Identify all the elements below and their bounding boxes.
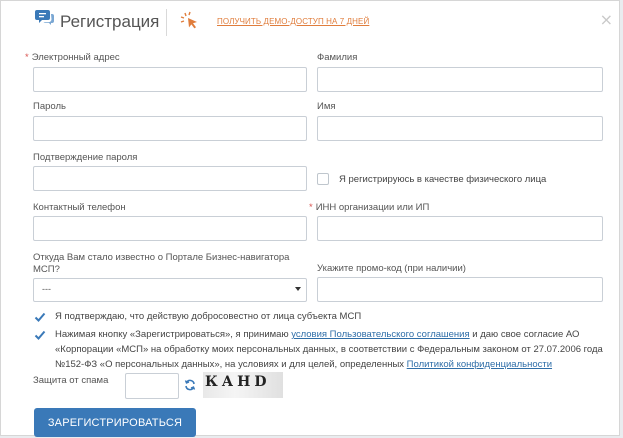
- confirm-checkbox[interactable]: [34, 311, 46, 323]
- name-field[interactable]: [317, 116, 603, 141]
- promo-label: Укажите промо-код (при наличии): [317, 263, 466, 274]
- agreement-text-1: Нажимая кнопку «Зарегистрироваться», я принимаю: [55, 329, 292, 340]
- required-mark: *: [25, 52, 29, 63]
- surname-field[interactable]: [317, 67, 603, 92]
- agreement-line-2: «Корпорации «МСП» на обработку моих персональных данных, в соответствии с Федеральным законом от 27.07.2006 года: [55, 344, 603, 355]
- inn-field[interactable]: [317, 216, 603, 241]
- phone-label: Контактный телефон: [33, 202, 126, 213]
- password-field[interactable]: [33, 116, 307, 141]
- agreement-checkbox[interactable]: [34, 329, 46, 341]
- password-label: Пароль: [33, 101, 66, 112]
- inn-label-text: ИНН организации или ИП: [315, 202, 430, 213]
- captcha-text: КАНD: [205, 374, 271, 390]
- source-select[interactable]: [33, 278, 307, 302]
- individual-checkbox-label: Я регистрируюсь в качестве физического лица: [339, 174, 547, 185]
- surname-label: Фамилия: [317, 52, 358, 63]
- email-label: [25, 52, 120, 64]
- user-agreement-link[interactable]: условия Пользовательского соглашения: [291, 329, 470, 340]
- caret-down-icon: [295, 287, 301, 291]
- demo-access-link[interactable]: ПОЛУЧИТЬ ДЕМО-ДОСТУП НА 7 ДНЕЙ: [217, 17, 370, 26]
- promo-code-field[interactable]: [317, 277, 603, 302]
- email-field[interactable]: [33, 67, 307, 92]
- confirm-password-label: Подтверждение пароля: [33, 152, 138, 163]
- source-label-line2: МСП?: [33, 264, 60, 275]
- agreement-line-3: [55, 357, 615, 372]
- modal-title: Регистрация: [60, 12, 160, 31]
- inn-label: [309, 202, 429, 214]
- source-label-line1: Откуда Вам стало известно о Портале Бизнес-навигатора: [33, 252, 290, 263]
- agreement-text: [55, 327, 615, 372]
- cursor-click-icon: [179, 10, 203, 34]
- chat-icon: [35, 7, 55, 27]
- privacy-policy-link[interactable]: Политикой конфиденциальности: [406, 359, 553, 370]
- close-icon[interactable]: ×: [599, 10, 613, 29]
- individual-checkbox[interactable]: [317, 173, 329, 185]
- name-label: Имя: [317, 101, 336, 112]
- phone-field[interactable]: [33, 216, 307, 241]
- source-select-value: ---: [42, 284, 51, 294]
- captcha-image: [203, 372, 283, 398]
- required-mark: *: [309, 202, 313, 213]
- captcha-label: Защита от спама: [33, 375, 109, 386]
- agreement-line-1: [55, 327, 615, 342]
- refresh-icon[interactable]: [184, 379, 196, 391]
- register-button[interactable]: ЗАРЕГИСТРИРОВАТЬСЯ: [34, 408, 196, 437]
- captcha-input[interactable]: [125, 373, 179, 399]
- modal-header: [1, 1, 619, 41]
- confirm-text: Я подтверждаю, что действую добросовестно от лица субъекта МСП: [55, 311, 362, 322]
- agreement-text-2: и даю свое согласие АО: [469, 329, 580, 340]
- header-divider: [166, 9, 167, 36]
- email-label-text: Электронный адрес: [31, 52, 120, 63]
- confirm-password-field[interactable]: [33, 166, 307, 191]
- agreement-text-3: №152-ФЗ «О персональных данных», на условиях и для целей, определенных: [55, 359, 407, 370]
